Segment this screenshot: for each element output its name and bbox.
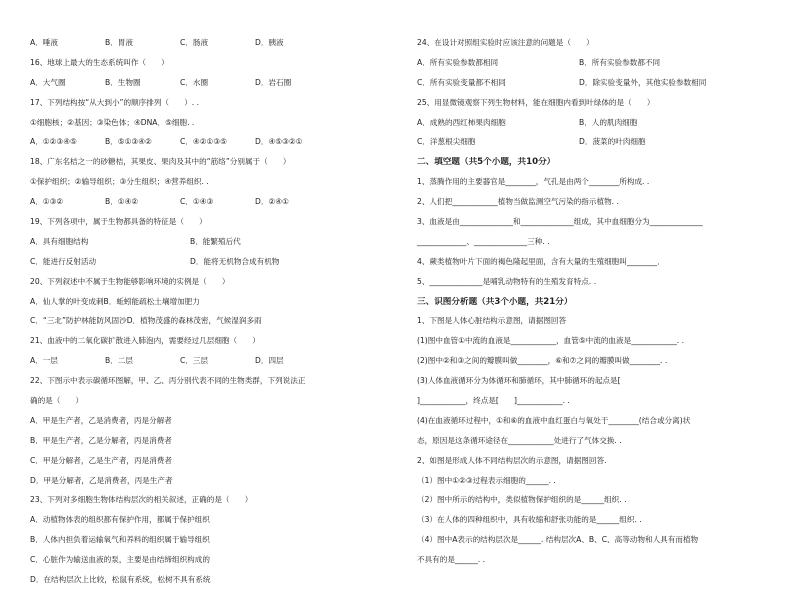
option: A．甲是生产者，乙是消费者，丙是分解者 (30, 415, 172, 425)
option: A．①②③④⑤ (30, 137, 77, 147)
question-23: 23、下列对多细胞生物体结构层次的相关叙述，正确的是（ ） (30, 495, 253, 505)
option: B．人的肌肉细胞 (579, 117, 638, 127)
q19-options-cd (30, 257, 385, 277)
option: B．甲是生产者，乙是分解者，丙是消费者 (30, 435, 172, 445)
option: A．一层 (30, 356, 58, 366)
option: A．成熟的西红柿果肉细胞 (417, 117, 506, 127)
diagram-q2-part1: （1）图中①②③过程表示细胞的______. . (417, 475, 556, 485)
option: C．所有实验变量都不相同 (417, 77, 506, 87)
diagram-q1-part3: (3)人体血液循环分为体循环和肺循环，其中肺循环的起点是[ (417, 376, 621, 386)
option: D．甲是分解者，乙是消费者，丙是生产者 (30, 475, 173, 485)
q24-options-ab (417, 58, 772, 78)
option: B．⑤①③④② (105, 137, 152, 147)
fill-in-2: 2、人们把____________植物当做监测空气污染的指示植物. . (417, 197, 619, 207)
fill-in-1: 1、蒸腾作用的主要器官是________，气孔是由两个________所构成. . (417, 177, 650, 187)
diagram-q1-part2: (2)图中②和③之间的瓣膜叫做________，⑥和⑦之间的瓣膜叫做________. . (417, 356, 668, 366)
option: B．人体内担负着运输氧气和养料的组织属于输导组织 (30, 535, 210, 545)
option: C．水圈 (180, 77, 209, 87)
option: A．①③② (30, 197, 64, 207)
option: D．岩石圈 (255, 77, 292, 87)
option: B．①④② (105, 197, 139, 207)
option: D．菠菜的叶肉细胞 (579, 137, 646, 147)
option: D．能将无机物合成有机物 (190, 256, 280, 266)
q20-options-ab: A．仙人掌的叶变成刺B．蚯蚓能疏松土壤增加肥力 (30, 296, 200, 306)
q17-items: ①细胞核；②基因；③染色体；④DNA．⑤细胞. . (30, 117, 195, 127)
option: C．④②①③⑤ (180, 137, 227, 147)
option: A．大气圈 (30, 77, 66, 87)
option: D．在结构层次上比较，松鼠有系统，松树不具有系统 (30, 575, 211, 585)
question-19: 19、下列各项中，属于生物都具备的特征是（ ） (30, 217, 207, 227)
section-heading-diagram: 三、识图分析题（共3个小题，共21分） (417, 296, 573, 307)
option: D．除实验变量外，其他实验参数相同 (579, 77, 707, 87)
fill-in-5: 5、______________是哺乳动物特有的生殖发育特点. . (417, 276, 597, 286)
diagram-q1-part4: (4)在血液循环过程中，①和⑥的血液中血红蛋白与氧处于________(结合或分离)状 (417, 415, 691, 425)
diagram-question-2: 2、如图是形成人体不同结构层次的示意图，请据图回答. (417, 455, 607, 465)
diagram-q2-part3: （3）在人体的四种组织中，具有收缩和舒张功能的是______组织. . (417, 515, 642, 525)
option: B．能繁殖后代 (190, 236, 241, 246)
question-17: 17、下列结构按“从大到小”的顺序排列（ ）. . (30, 97, 200, 107)
option: A．唾液 (30, 38, 58, 47)
right-column (417, 38, 772, 575)
option: C．心脏作为输送血液的泵，主要是由结缔组织构成的 (30, 555, 210, 565)
diagram-q1-part1: (1)图中血管①中流的血液是____________，血管⑤中流的血液是____________. . (417, 336, 685, 346)
question-20: 20、下列叙述中不属于生物能够影响环境的实例是（ ） (30, 276, 230, 286)
left-column (30, 38, 385, 595)
question-22: 22、下图示中表示碳循环图解，甲、乙、丙分别代表不同的生物类群，下列说法正 (30, 376, 306, 386)
question-21: 21、血液中的二氧化碳扩散进入肺泡内，需要经过几层细胞（ ） (30, 336, 260, 346)
q21-options (30, 356, 385, 376)
q20-options-cd: C．“三北”防护林能防风固沙D．植物茂盛的森林茂密，气候湿润多雨 (30, 316, 262, 326)
option: D．胰液 (255, 38, 284, 47)
option: B．生物圈 (105, 77, 141, 87)
question-24: 24、在设计对照组实验时应该注意的问题是（ ） (417, 38, 594, 47)
option: D．②④① (255, 197, 289, 207)
option: C．能进行反射活动 (30, 256, 97, 266)
diagram-q2-part4-cont: 不具有的是______. . (417, 555, 485, 565)
option: C．洋葱根尖细胞 (417, 137, 476, 147)
diagram-q1-part4-cont: 态，原因是这条循环途径在____________处进行了气体交换. . (417, 435, 622, 445)
option: B．胃液 (105, 38, 133, 47)
q25-options-ab (417, 118, 772, 138)
question-22-cont: 确的是（ ） (30, 396, 84, 406)
diagram-q2-part4: （4）图中A表示的结构层次是______. 结构层次A、B、C、高等动物和人具有而植物 (417, 535, 699, 545)
option: C．甲是分解者，乙是生产者，丙是消费者 (30, 455, 172, 465)
diagram-q2-part2: （2）图中所示的结构中，类似植物保护组织的是______组织. . (417, 495, 627, 505)
option: C．肠液 (180, 38, 209, 47)
q17-options (30, 137, 385, 157)
q18-items: ①保护组织；②输导组织；③分生组织；④营养组织. . (30, 177, 209, 187)
q25-options-cd (417, 137, 772, 157)
option: B．二层 (105, 356, 133, 366)
question-25: 25、用显微镜观察下列生物材料，能在细胞内看到叶绿体的是（ ） (417, 97, 655, 107)
option: A．具有细胞结构 (30, 236, 89, 246)
q24-options-cd (417, 78, 772, 98)
section-heading-fill-in: 二、填空题（共5个小题，共10分） (417, 157, 556, 168)
option: B．所有实验参数都不同 (579, 57, 661, 67)
question-18: 18、广东名桔之一的砂糖桔，其果皮、果肉及其中的“筋络”分别属于（ ） (30, 157, 291, 167)
option: C．①④③ (180, 197, 214, 207)
fill-in-3-cont: _____________、______________三种. . (417, 236, 550, 246)
option: C．三层 (180, 356, 209, 366)
fill-in-4: 4、蕨类植物叶片下面的褐色隆起里面，含有大量的生殖细胞叫________． (417, 256, 665, 266)
option: A．动植物体表的组织都有保护作用，都属于保护组织 (30, 515, 210, 525)
option: D．四层 (255, 356, 284, 366)
diagram-question-1: 1、下图是人体心脏结构示意图，请据图回答 (417, 316, 567, 326)
diagram-q1-part3-cont: ]____________，终点是[ ]____________. . (417, 396, 570, 406)
q19-options-ab (30, 237, 385, 257)
q16-options (30, 78, 385, 98)
question-16: 16、地球上最大的生态系统叫作（ ） (30, 57, 169, 67)
q15-options (30, 38, 385, 58)
q18-options (30, 197, 385, 217)
option: A．所有实验参数都相同 (417, 57, 499, 67)
fill-in-3: 3、血液是由______________和______________组成，其中血细胞分为______________ (417, 217, 703, 227)
option: D．④⑤③②① (255, 137, 303, 147)
